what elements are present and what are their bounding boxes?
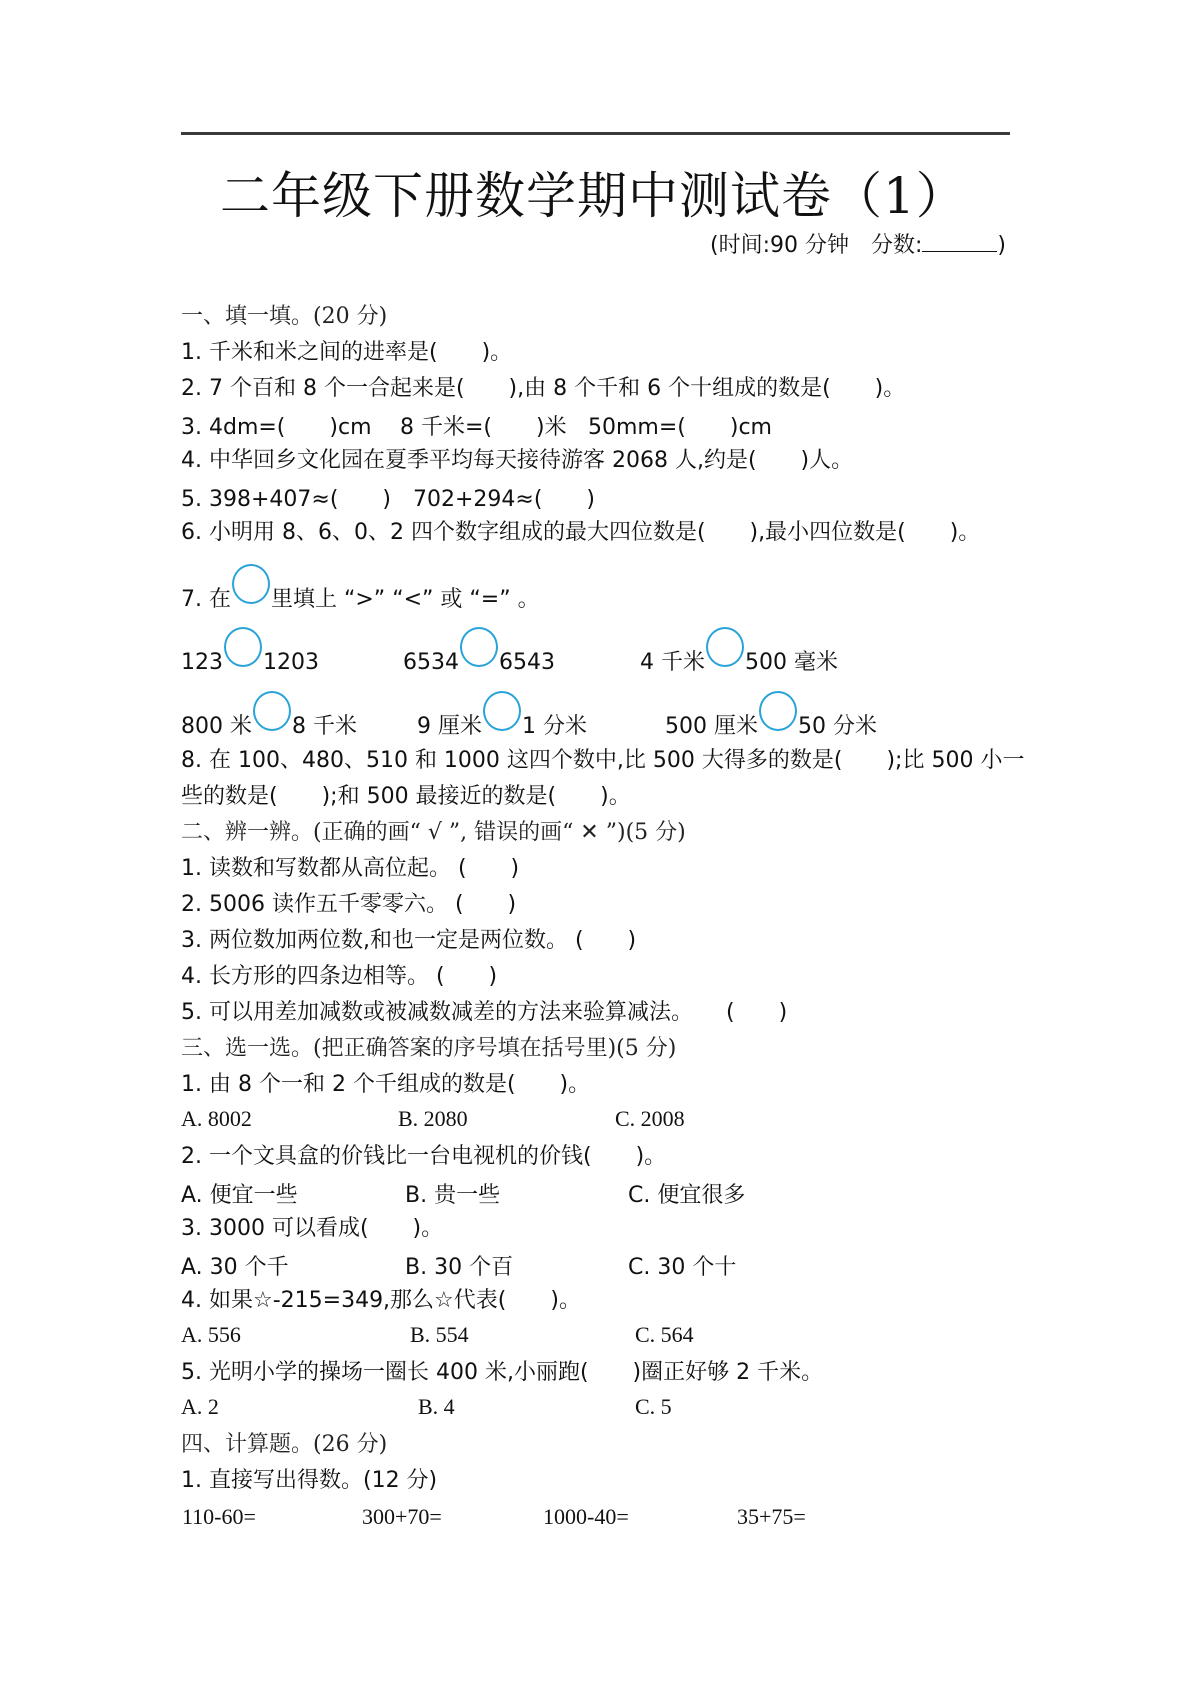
section-4-heading: 四、计算题。(26 分) bbox=[181, 1432, 388, 1457]
compare-circle[interactable] bbox=[224, 627, 262, 667]
compare-left: 800 米 bbox=[181, 714, 252, 739]
s1-question-4: 4. 中华回乡文化园在夏季平均每天接待游客 2068 人,约是( )人。 bbox=[181, 448, 854, 473]
compare-left: 9 厘米 bbox=[417, 714, 482, 739]
s3-option-c: C. 5 bbox=[635, 1394, 672, 1419]
section-1-heading: 一、填一填。(20 分) bbox=[181, 304, 388, 329]
s2-item: 4. 长方形的四条边相等。 ( ) bbox=[181, 964, 498, 989]
s3-option-b: B. 4 bbox=[418, 1394, 455, 1419]
compare-item bbox=[640, 637, 838, 677]
compare-right: 50 分米 bbox=[798, 714, 877, 739]
calc-expression: 110-60= bbox=[182, 1504, 256, 1529]
compare-right: 500 毫米 bbox=[745, 650, 838, 675]
s1-question-1: 1. 千米和米之间的进率是( )。 bbox=[181, 340, 513, 365]
compare-circle[interactable] bbox=[759, 691, 797, 731]
s3-question: 5. 光明小学的操场一圈长 400 米,小丽跑( )圈正好够 2 千米。 bbox=[181, 1360, 824, 1385]
compare-left: 500 厘米 bbox=[665, 714, 758, 739]
s1-question-5a: 5. 398+407≈( ) bbox=[181, 487, 391, 512]
section-2-heading: 二、辨一辨。(正确的画“ √ ”, 错误的画“ ✕ ”)(5 分) bbox=[181, 820, 686, 845]
compare-right: 1 分米 bbox=[522, 714, 587, 739]
s1-question-7 bbox=[181, 574, 540, 615]
s3-option-a: A. 2 bbox=[181, 1394, 219, 1419]
s3-option-c: C. 2008 bbox=[615, 1106, 685, 1131]
compare-left: 123 bbox=[181, 650, 223, 675]
meta-time-score-label: (时间:90 分钟 分数: bbox=[710, 233, 923, 258]
s2-item: 2. 5006 读作五千零零六。 ( ) bbox=[181, 892, 517, 917]
s4-subheading: 1. 直接写出得数。(12 分) bbox=[181, 1468, 438, 1493]
s2-item: 1. 读数和写数都从高位起。 ( ) bbox=[181, 856, 520, 881]
compare-left: 6534 bbox=[403, 650, 459, 675]
calc-expression: 35+75= bbox=[737, 1504, 806, 1529]
calc-expression: 300+70= bbox=[362, 1504, 442, 1529]
s2-item: 3. 两位数加两位数,和也一定是两位数。 ( ) bbox=[181, 928, 637, 953]
compare-circle[interactable] bbox=[253, 691, 291, 731]
compare-right: 1203 bbox=[263, 650, 319, 675]
s3-option-b: B. 2080 bbox=[398, 1106, 468, 1131]
s1-question-2: 2. 7 个百和 8 个一合起来是( ),由 8 个千和 6 个十组成的数是( )。 bbox=[181, 376, 906, 401]
s1-question-3c: 50mm=( )cm bbox=[588, 415, 772, 440]
s3-option-c: C. 便宜很多 bbox=[628, 1183, 746, 1208]
s1-question-5b: 702+294≈( ) bbox=[413, 487, 596, 512]
compare-left: 4 千米 bbox=[640, 650, 705, 675]
compare-item bbox=[665, 701, 877, 741]
section-3-heading: 三、选一选。(把正确答案的序号填在括号里)(5 分) bbox=[181, 1036, 677, 1061]
compare-item bbox=[181, 637, 319, 677]
s1-question-8-line2: 些的数是( );和 500 最接近的数是( )。 bbox=[181, 784, 631, 809]
s1-question-3b: 8 千米=( )米 bbox=[400, 415, 567, 440]
s3-option-a: A. 便宜一些 bbox=[181, 1183, 298, 1208]
s3-option-c: C. 564 bbox=[635, 1322, 694, 1347]
compare-circle[interactable] bbox=[706, 627, 744, 667]
compare-right: 6543 bbox=[499, 650, 555, 675]
meta-close: ) bbox=[997, 233, 1006, 258]
score-blank[interactable] bbox=[922, 231, 997, 252]
compare-circle[interactable] bbox=[483, 691, 521, 731]
compare-right: 8 千米 bbox=[292, 714, 357, 739]
s3-question: 4. 如果☆-215=349,那么☆代表( )。 bbox=[181, 1288, 581, 1313]
q7-prefix: 7. 在 bbox=[181, 587, 231, 612]
s3-option-b: B. 30 个百 bbox=[405, 1255, 514, 1280]
s3-question: 1. 由 8 个一和 2 个千组成的数是( )。 bbox=[181, 1072, 591, 1097]
s3-question: 3. 3000 可以看成( )。 bbox=[181, 1216, 444, 1241]
s3-question: 2. 一个文具盒的价钱比一台电视机的价钱( )。 bbox=[181, 1144, 667, 1169]
s3-option-a: A. 30 个千 bbox=[181, 1255, 289, 1280]
s3-option-b: B. 554 bbox=[410, 1322, 469, 1347]
s1-question-3a: 3. 4dm=( )cm bbox=[181, 415, 372, 440]
calc-expression: 1000-40= bbox=[543, 1504, 629, 1529]
s3-option-b: B. 贵一些 bbox=[405, 1183, 501, 1208]
page-title: 二年级下册数学期中测试卷（1） bbox=[220, 167, 967, 225]
s3-option-a: A. 8002 bbox=[181, 1106, 252, 1131]
q7-suffix: 里填上 “>” “<” 或 “=” 。 bbox=[270, 587, 540, 612]
s3-option-a: A. 556 bbox=[181, 1322, 241, 1347]
top-rule bbox=[181, 132, 1010, 135]
s1-question-8-line1: 8. 在 100、480、510 和 1000 这四个数中,比 500 大得多的数是( );比 500 小一 bbox=[181, 748, 1025, 773]
s3-option-c: C. 30 个十 bbox=[628, 1255, 737, 1280]
exam-meta bbox=[710, 228, 1006, 259]
compare-item bbox=[181, 701, 357, 741]
compare-item bbox=[417, 701, 587, 741]
compare-item bbox=[403, 637, 555, 677]
compare-circle-example bbox=[232, 564, 270, 604]
compare-circle[interactable] bbox=[460, 627, 498, 667]
s1-question-6: 6. 小明用 8、6、0、2 四个数字组成的最大四位数是( ),最小四位数是( )。 bbox=[181, 520, 981, 545]
s2-item: 5. 可以用差加减数或被减数减差的方法来验算减法。 ( ) bbox=[181, 1000, 788, 1025]
